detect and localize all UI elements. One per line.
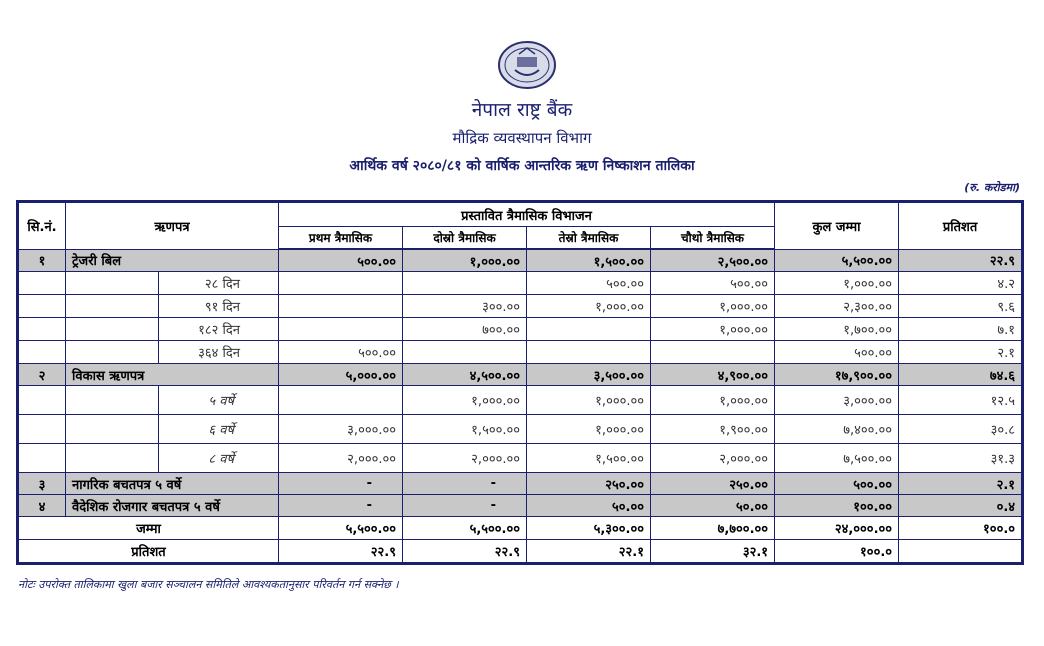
header-q4: चौथो त्रैमासिक	[651, 227, 775, 250]
row-percent: ७.१	[899, 318, 1023, 341]
table-row	[18, 495, 1023, 517]
row-q1	[279, 272, 403, 295]
row-q2: ७००.००	[403, 318, 527, 341]
row-total: १७,९००.००	[775, 364, 899, 386]
row-percent: १२.५	[899, 386, 1023, 415]
row-q4: १,९००.००	[651, 415, 775, 444]
row-total: १,७००.००	[775, 318, 899, 341]
row-name: २८ दिन	[159, 272, 279, 295]
row-total: ५००.००	[775, 341, 899, 364]
row-name: ५ वर्षे	[159, 386, 279, 415]
row-percent: ९.६	[899, 295, 1023, 318]
footnote: नोटः उपरोक्त तालिकामा खुला बजार सञ्चालन समितिले आवश्यकतानुसार परिवर्तन गर्न सक्नेछ ।	[18, 578, 399, 591]
row-q4: २,५००.००	[651, 249, 775, 272]
row-q3	[527, 341, 651, 364]
percent-total: १००.०	[775, 540, 899, 564]
row-percent: ३१.३	[899, 444, 1023, 473]
header-sn: सि.नं.	[18, 202, 66, 250]
row-total: ३,०००.००	[775, 386, 899, 415]
row-q3: ५००.००	[527, 272, 651, 295]
row-total: ५,५००.००	[775, 249, 899, 272]
row-name: १८२ दिन	[159, 318, 279, 341]
row-q1: -	[279, 495, 403, 517]
percent-label: प्रतिशत	[18, 540, 279, 564]
row-q4: २५०.००	[651, 473, 775, 495]
row-q1: २,०००.००	[279, 444, 403, 473]
row-total: १,०००.००	[775, 272, 899, 295]
row-name: ६ वर्षे	[159, 415, 279, 444]
row-q2: १,५००.००	[403, 415, 527, 444]
row-q2: १,०००.००	[403, 386, 527, 415]
row-q4: १,०००.००	[651, 386, 775, 415]
debt-issuance-table	[16, 200, 1024, 565]
row-q4: १,०००.००	[651, 318, 775, 341]
row-q1: ५,०००.००	[279, 364, 403, 386]
row-percent: २.१	[899, 341, 1023, 364]
total-q3: ५,३००.००	[527, 517, 651, 540]
table-row	[18, 249, 1023, 272]
row-q1	[279, 318, 403, 341]
row-q2: १,०००.००	[403, 249, 527, 272]
table-row	[18, 473, 1023, 495]
row-q3	[527, 318, 651, 341]
table-row	[18, 415, 1023, 444]
row-q2	[403, 341, 527, 364]
row-q2: २,०००.००	[403, 444, 527, 473]
row-name: वैदेशिक रोजगार बचतपत्र ५ वर्षे	[66, 495, 279, 517]
total-percent: १००.०	[899, 517, 1023, 540]
row-q3: ५०.००	[527, 495, 651, 517]
total-q2: ५,५००.००	[403, 517, 527, 540]
row-name: ९१ दिन	[159, 295, 279, 318]
row-q3: १,०००.००	[527, 415, 651, 444]
row-q4: ५००.००	[651, 272, 775, 295]
total-q4: ७,७००.००	[651, 517, 775, 540]
header-q1: प्रथम त्रैमासिक	[279, 227, 403, 250]
table-row	[18, 386, 1023, 415]
row-total: ७,५००.००	[775, 444, 899, 473]
row-q1: -	[279, 473, 403, 495]
row-q4: २,०००.००	[651, 444, 775, 473]
row-q2: ३००.००	[403, 295, 527, 318]
percent-percent	[899, 540, 1023, 564]
table-row	[18, 295, 1023, 318]
row-q1: ३,०००.००	[279, 415, 403, 444]
unit-label: (रु. करोडमा)	[964, 181, 1020, 194]
row-total: १००.००	[775, 495, 899, 517]
total-row	[18, 517, 1023, 540]
percent-q2: २२.९	[403, 540, 527, 564]
percent-q4: ३२.१	[651, 540, 775, 564]
nrb-logo-icon	[497, 40, 557, 90]
department-name: मौद्रिक व्यवस्थापन विभाग	[452, 129, 592, 147]
row-q3: १,०००.००	[527, 386, 651, 415]
row-percent: ४.२	[899, 272, 1023, 295]
row-q1: ५००.००	[279, 341, 403, 364]
table-title: आर्थिक वर्ष २०८०/८१ को वार्षिक आन्तरिक ऋण निष्काशन तालिका	[349, 158, 695, 174]
row-sn: ४	[18, 495, 66, 517]
row-name: ८ वर्षे	[159, 444, 279, 473]
row-percent: २.१	[899, 473, 1023, 495]
table-row	[18, 444, 1023, 473]
row-q3: २५०.००	[527, 473, 651, 495]
table-row	[18, 318, 1023, 341]
row-name: विकास ऋणपत्र	[66, 364, 279, 386]
row-percent: २२.९	[899, 249, 1023, 272]
header-q3: तेस्रो त्रैमासिक	[527, 227, 651, 250]
row-q2: ४,५००.००	[403, 364, 527, 386]
row-q3: १,५००.००	[527, 444, 651, 473]
row-q4: १,०००.००	[651, 295, 775, 318]
table-row	[18, 272, 1023, 295]
row-q2: -	[403, 473, 527, 495]
row-name: ट्रेजरी बिल	[66, 249, 279, 272]
row-q3: १,५००.००	[527, 249, 651, 272]
row-sn: १	[18, 249, 66, 272]
row-q2: -	[403, 495, 527, 517]
header-q2: दोस्रो त्रैमासिक	[403, 227, 527, 250]
row-name: ३६४ दिन	[159, 341, 279, 364]
org-name: नेपाल राष्ट्र बैंक	[471, 99, 573, 121]
percent-q3: २२.१	[527, 540, 651, 564]
row-q4: ४,९००.००	[651, 364, 775, 386]
table-row	[18, 364, 1023, 386]
total-label: जम्मा	[18, 517, 279, 540]
row-q2	[403, 272, 527, 295]
total-total: २४,०००.००	[775, 517, 899, 540]
header-instrument: ऋणपत्र	[66, 202, 279, 250]
row-q1	[279, 386, 403, 415]
row-q1: ५००.००	[279, 249, 403, 272]
table-row	[18, 341, 1023, 364]
row-q4	[651, 341, 775, 364]
row-sn: २	[18, 364, 66, 386]
row-percent: ७४.६	[899, 364, 1023, 386]
header-percent: प्रतिशत	[899, 202, 1023, 250]
total-q1: ५,५००.००	[279, 517, 403, 540]
percent-row	[18, 540, 1023, 564]
row-name: नागरिक बचतपत्र ५ वर्षे	[66, 473, 279, 495]
header-total: कुल जम्मा	[775, 202, 899, 250]
row-q3: ३,५००.००	[527, 364, 651, 386]
row-total: ५००.००	[775, 473, 899, 495]
row-q1	[279, 295, 403, 318]
header-proposed-quarterly: प्रस्तावित त्रैमासिक विभाजन	[279, 202, 775, 227]
row-percent: ३०.८	[899, 415, 1023, 444]
percent-q1: २२.९	[279, 540, 403, 564]
row-sn: ३	[18, 473, 66, 495]
row-percent: ०.४	[899, 495, 1023, 517]
row-q4: ५०.००	[651, 495, 775, 517]
row-total: २,३००.००	[775, 295, 899, 318]
row-q3: १,०००.००	[527, 295, 651, 318]
row-total: ७,४००.००	[775, 415, 899, 444]
